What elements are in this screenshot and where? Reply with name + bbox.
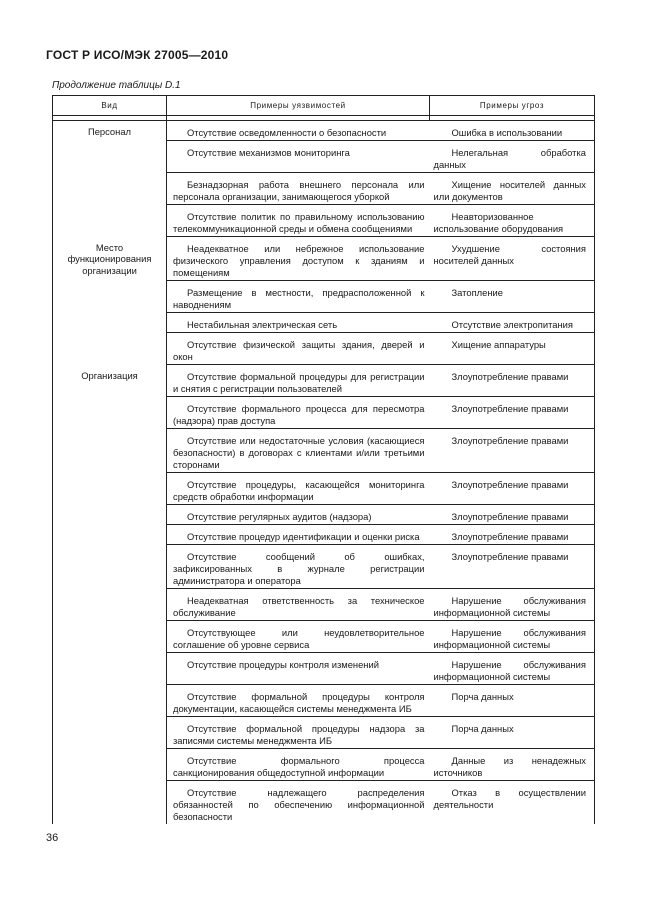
threat-cell: Неавторизованное использование оборудования	[430, 205, 595, 237]
threat-cell: Данные из ненадежных источников	[430, 749, 595, 781]
vulnerability-cell: Отсутствие формальной процедуры для регистрации и снятия с регистрации пользователей	[167, 365, 430, 397]
threat-cell: Хищение аппаратуры	[430, 333, 595, 365]
page-number: 36	[46, 832, 59, 844]
threat-cell: Злоупотребление правами	[430, 545, 595, 589]
vulnerability-cell: Отсутствие формальной процедуры контроля документации, касающейся системы менеджмента ИБ	[167, 685, 430, 717]
table-row	[53, 121, 595, 141]
vulnerability-cell: Безнадзорная работа внешнего персонала или персонала организации, занимающегося уборкой	[167, 173, 430, 205]
vulnerability-cell: Отсутствие сообщений об ошибках, зафиксированных в журнале регистрации администратора и оператора	[167, 545, 430, 589]
vulnerability-cell: Отсутствие осведомленности о безопасности	[167, 121, 430, 141]
vulnerability-cell: Отсутствие формального процесса санкционирования общедоступной информации	[167, 749, 430, 781]
column-header-threats: Примеры угроз	[430, 96, 595, 116]
vulnerability-cell: Отсутствие процедуры, касающейся мониторинга средств обработки информации	[167, 473, 430, 505]
category-cell: Организация	[53, 365, 167, 825]
threat-cell: Злоупотребление правами	[430, 505, 595, 525]
vulnerability-cell: Размещение в местности, предрасположенной к наводнениям	[167, 281, 430, 313]
vulnerability-cell: Отсутствие формального процесса для пересмотра (надзора) прав доступа	[167, 397, 430, 429]
document-header: ГОСТ Р ИСО/МЭК 27005—2010	[46, 48, 229, 62]
threat-cell: Злоупотребление правами	[430, 397, 595, 429]
column-header-type: Вид	[53, 96, 167, 116]
vulnerability-threat-table	[52, 95, 595, 824]
threat-cell: Нарушение обслуживания информационной системы	[430, 589, 595, 621]
vulnerability-cell: Отсутствие физической защиты здания, дверей и окон	[167, 333, 430, 365]
threat-cell: Отсутствие электропитания	[430, 313, 595, 333]
threat-cell: Хищение носителей данных или документов	[430, 173, 595, 205]
threat-cell: Порча данных	[430, 685, 595, 717]
threat-cell: Отказ в осуществлении деятельности	[430, 781, 595, 825]
threat-cell: Ухудшение состояния носителей данных	[430, 237, 595, 281]
vulnerability-cell: Отсутствие политик по правильному использованию телекоммуникационной среды и обмена сообщениями	[167, 205, 430, 237]
threat-cell: Нарушение обслуживания информационной системы	[430, 653, 595, 685]
vulnerability-cell: Отсутствие регулярных аудитов (надзора)	[167, 505, 430, 525]
vulnerability-cell: Неадекватная ответственность за техническое обслуживание	[167, 589, 430, 621]
table-body	[53, 116, 595, 825]
table-row	[53, 365, 595, 397]
vulnerability-cell: Отсутствие процедур идентификации и оценки риска	[167, 525, 430, 545]
threat-cell: Злоупотребление правами	[430, 525, 595, 545]
vulnerability-cell: Неадекватное или небрежное использование физического управления доступом к зданиям и помещениям	[167, 237, 430, 281]
category-cell: Персонал	[53, 121, 167, 237]
vulnerability-cell: Отсутствие или недостаточные условия (касающиеся безопасности) в договорах с клиентами и/или третьими сторонами	[167, 429, 430, 473]
threat-cell: Злоупотребление правами	[430, 365, 595, 397]
vulnerability-cell: Отсутствие формальной процедуры надзора за записями системы менеджмента ИБ	[167, 717, 430, 749]
column-header-vulnerabilities: Примеры уязвимостей	[167, 96, 430, 116]
table-caption: Продолжение таблицы D.1	[52, 80, 181, 91]
threat-cell: Порча данных	[430, 717, 595, 749]
threat-cell: Нелегальная обработка данных	[430, 141, 595, 173]
category-cell: Место функционирования организации	[53, 237, 167, 365]
vulnerability-cell: Нестабильная электрическая сеть	[167, 313, 430, 333]
threat-cell: Нарушение обслуживания информационной системы	[430, 621, 595, 653]
vulnerability-cell: Отсутствующее или неудовлетворительное соглашение об уровне сервиса	[167, 621, 430, 653]
vulnerability-cell: Отсутствие процедуры контроля изменений	[167, 653, 430, 685]
threat-cell: Ошибка в использовании	[430, 121, 595, 141]
threat-cell: Злоупотребление правами	[430, 429, 595, 473]
table-row	[53, 237, 595, 281]
vulnerability-cell: Отсутствие механизмов мониторинга	[167, 141, 430, 173]
threat-cell: Злоупотребление правами	[430, 473, 595, 505]
threat-cell: Затопление	[430, 281, 595, 313]
vulnerability-cell: Отсутствие надлежащего распределения обязанностей по обеспечению информационной безопасности	[173, 787, 425, 822]
